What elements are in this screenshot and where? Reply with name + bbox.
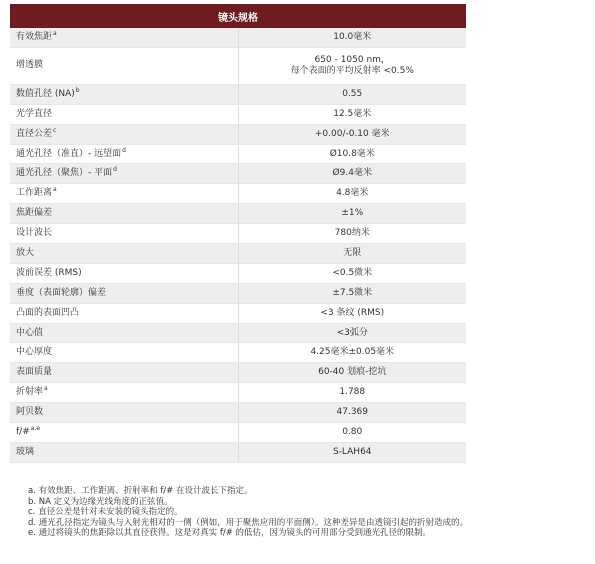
footnote-e: e. 通过将镜头的焦距除以其直径获得。这是对真实 f/# 的低估，因为镜头的可用部分受到通光孔径的限制。 [28, 528, 432, 539]
spec-value: 12.5毫米 [333, 108, 372, 119]
footnotes [28, 486, 588, 539]
spec-value: +0.00/-0.10 毫米 [314, 128, 390, 139]
footnote-marker: d [122, 146, 126, 154]
spec-label: 直径公差 [16, 128, 53, 139]
spec-label-cell [10, 442, 238, 462]
spec-label: 数值孔径 (NA) [16, 88, 75, 99]
spec-label-cell [10, 28, 238, 47]
footnote-marker: c [53, 126, 57, 134]
spec-value-cell [238, 204, 466, 224]
table-row [10, 263, 466, 283]
spec-value-cell [238, 423, 466, 443]
spec-label: f/# [16, 426, 30, 437]
spec-label: 有效焦距 [16, 31, 53, 42]
footnote-d: d. 通光孔径指定为镜头与入射光相对的一侧（例如，用于聚焦应用的平面侧）。这种差异是由透镜引起的折射造成的。 [28, 517, 469, 528]
spec-value-cell [238, 363, 466, 383]
spec-label-cell [10, 104, 238, 124]
spec-label-cell [10, 124, 238, 144]
spec-value: ±7.5微米 [332, 287, 373, 298]
spec-value-cell [238, 263, 466, 283]
spec-value: 60-40 划痕-挖坑 [318, 367, 387, 378]
table-row [10, 164, 466, 184]
spec-label-cell [10, 47, 238, 84]
table-row [10, 363, 466, 383]
spec-label-cell [10, 263, 238, 283]
table-row [10, 383, 466, 403]
table-row [10, 224, 466, 244]
spec-label-cell [10, 144, 238, 164]
table-row [10, 244, 466, 264]
lens-spec-table [10, 4, 466, 463]
spec-value: 47.369 [336, 407, 368, 418]
table-body [10, 28, 466, 462]
spec-label: 表面质量 [16, 367, 53, 378]
footnote-b: b. NA 定义为边缘光线角度的正弦值。 [28, 496, 173, 507]
table-row [10, 84, 466, 104]
spec-value: 10.0毫米 [333, 31, 372, 42]
spec-value-cell [238, 343, 466, 363]
table-row [10, 124, 466, 144]
spec-label: 设计波长 [16, 228, 53, 239]
spec-value-cell [238, 283, 466, 303]
spec-label-cell [10, 283, 238, 303]
spec-label-cell [10, 224, 238, 244]
spec-value: ±1% [341, 208, 364, 219]
spec-value-cell [238, 244, 466, 264]
spec-label-cell [10, 383, 238, 403]
spec-label: 凸面的表面凹凸 [16, 307, 80, 318]
spec-value-cell [238, 383, 466, 403]
spec-label-cell [10, 84, 238, 104]
spec-value: 无限 [343, 247, 362, 258]
spec-value-cell [238, 403, 466, 423]
table-row [10, 303, 466, 323]
spec-label: 放大 [16, 247, 35, 258]
table-row [10, 28, 466, 47]
spec-value: 1.788 [339, 387, 366, 398]
spec-value-cell [238, 184, 466, 204]
spec-label: 光学直径 [16, 108, 53, 119]
spec-value-line2: 每个表面的平均反射率 <0.5% [290, 65, 414, 76]
footnote-marker: d [113, 166, 117, 174]
spec-value: 4.8毫米 [336, 188, 369, 199]
footnote-c: c. 直径公差是针对未安装的镜头指定的。 [28, 507, 183, 518]
spec-value-cell [238, 164, 466, 184]
spec-label: 通光孔径（准直）- 远望面 [16, 148, 122, 159]
footnote-marker: a [53, 186, 57, 194]
spec-label: 玻璃 [16, 446, 35, 457]
spec-value: 0.80 [342, 426, 363, 437]
table-row [10, 283, 466, 303]
spec-label-cell [10, 244, 238, 264]
spec-label: 阿贝数 [16, 407, 44, 418]
spec-label: 中心值 [16, 327, 44, 338]
spec-value: 780纳米 [334, 228, 370, 239]
table-header-row [10, 4, 466, 28]
table-row [10, 442, 466, 462]
spec-value-cell [238, 47, 466, 84]
footnote-marker: a [53, 29, 57, 37]
spec-value-cell [238, 323, 466, 343]
spec-label-cell [10, 303, 238, 323]
spec-label-cell [10, 204, 238, 224]
table-row [10, 323, 466, 343]
table-row [10, 47, 466, 84]
spec-label: 工作距离 [16, 188, 53, 199]
spec-label: 通光孔径（聚焦）- 平面 [16, 168, 113, 179]
spec-value: S-LAH64 [332, 446, 372, 457]
footnote-marker: b [75, 86, 80, 94]
table-row [10, 144, 466, 164]
spec-value-cell [238, 224, 466, 244]
footnote-marker: a [44, 385, 48, 393]
spec-label-cell [10, 403, 238, 423]
spec-value-cell [238, 84, 466, 104]
spec-label-cell [10, 363, 238, 383]
spec-value: 650 - 1050 nm， [314, 54, 390, 65]
table-title: 镜头规格 [10, 4, 466, 28]
spec-value-cell [238, 28, 466, 47]
footnote-a: a. 有效焦距、工作距离、折射率和 f/# 在设计波长下指定。 [28, 486, 253, 496]
spec-value-cell [238, 442, 466, 462]
spec-value: Ø10.8毫米 [329, 148, 375, 159]
spec-label: 增透膜 [16, 60, 44, 71]
table-row [10, 403, 466, 423]
spec-label-cell [10, 184, 238, 204]
spec-value: 4.25毫米±0.05毫米 [310, 347, 395, 358]
spec-value-cell [238, 104, 466, 124]
table-row [10, 343, 466, 363]
spec-value: Ø9.4毫米 [332, 168, 372, 179]
spec-value: <3 条纹 (RMS) [320, 307, 385, 318]
table-row [10, 104, 466, 124]
spec-value-cell [238, 144, 466, 164]
table-row [10, 184, 466, 204]
spec-value: <3弧分 [336, 327, 368, 338]
table-row [10, 204, 466, 224]
table-row [10, 423, 466, 443]
footnote-marker: a,e [30, 424, 41, 432]
spec-label-cell [10, 164, 238, 184]
spec-label-cell [10, 323, 238, 343]
spec-label: 波前误差 (RMS) [16, 267, 82, 278]
spec-label: 折射率 [16, 387, 44, 398]
spec-value: <0.5微米 [332, 267, 373, 278]
spec-label: 中心厚度 [16, 347, 53, 358]
spec-label: 垂度（表面轮廓）偏差 [16, 287, 107, 298]
spec-value-cell [238, 303, 466, 323]
spec-value-cell [238, 124, 466, 144]
spec-label-cell [10, 343, 238, 363]
spec-label-cell [10, 423, 238, 443]
spec-value: 0.55 [342, 88, 363, 99]
spec-label: 焦距偏差 [16, 208, 53, 219]
